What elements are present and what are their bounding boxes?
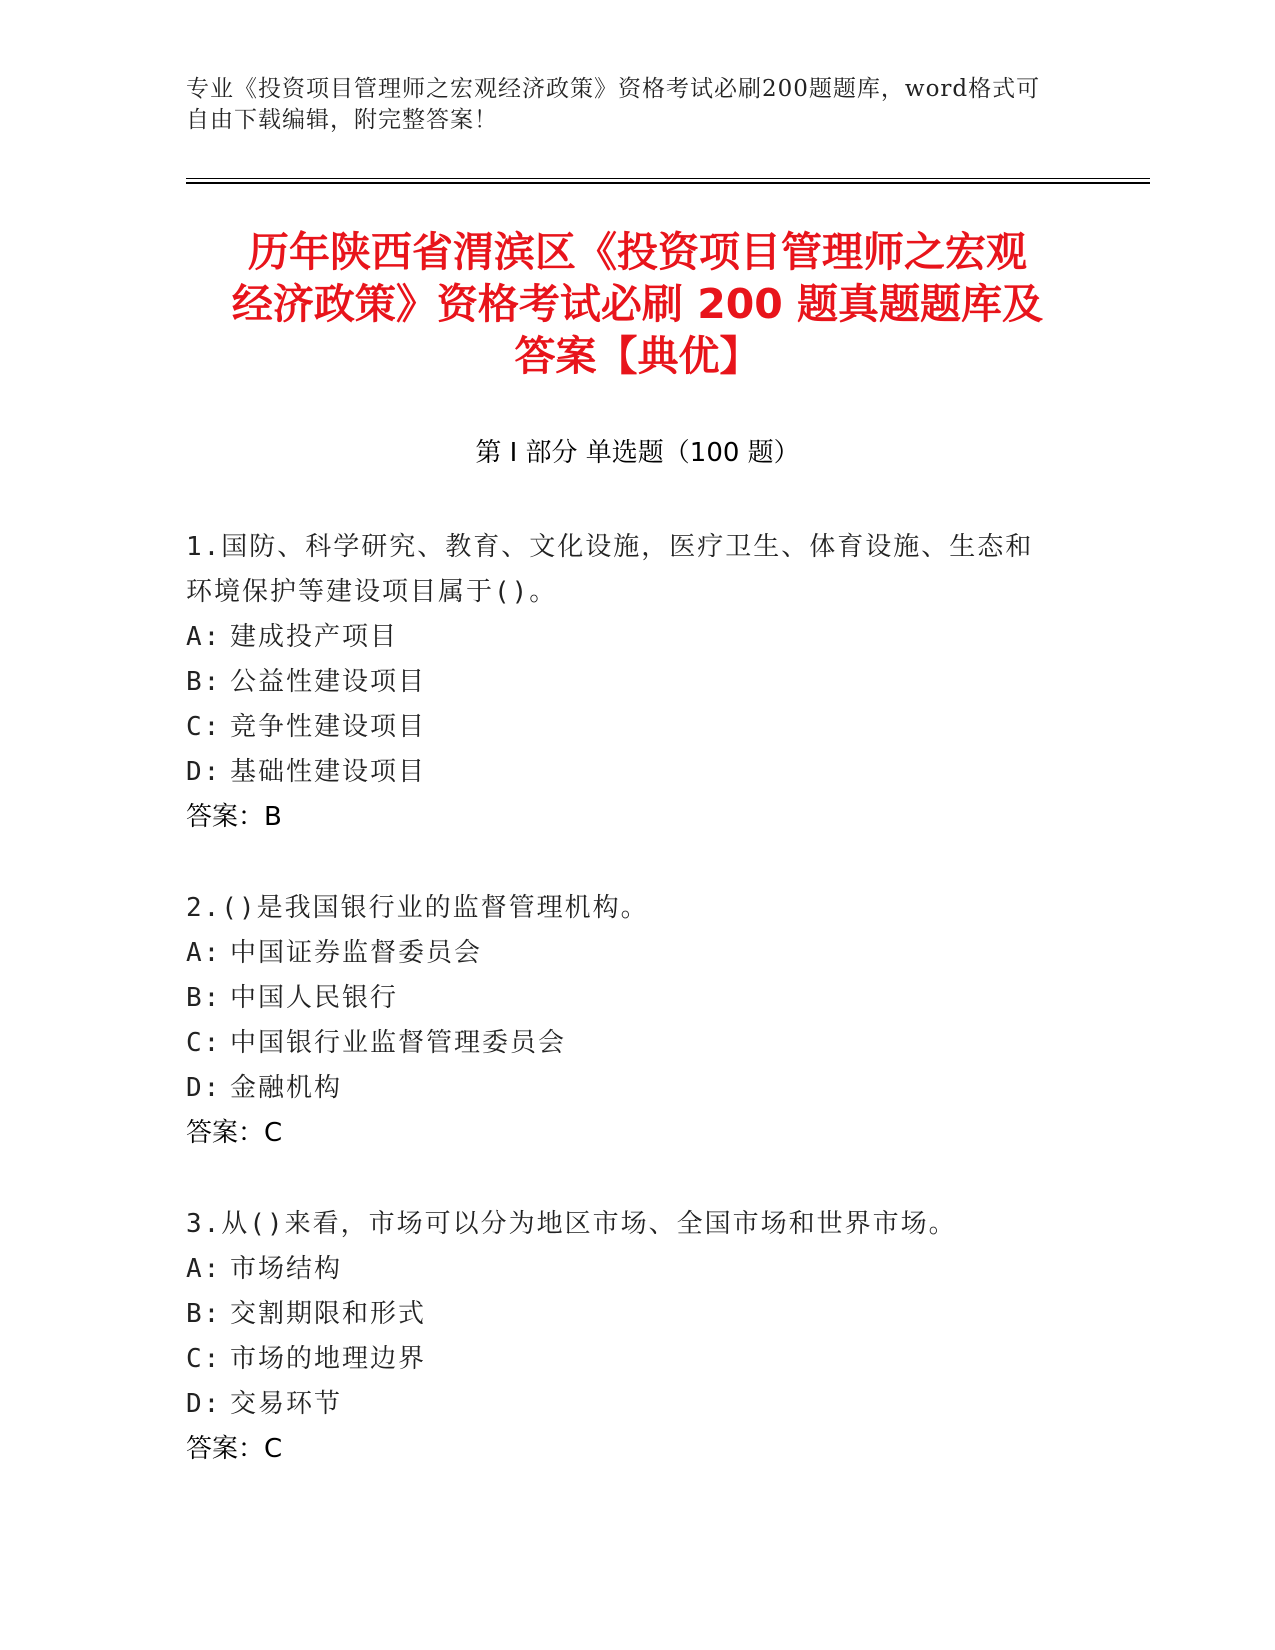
option-b <box>186 976 1076 1021</box>
option-d <box>186 1066 1076 1111</box>
option-letter: B: <box>186 1299 222 1329</box>
header-note-line: 专业《投资项目管理师之宏观经济政策》资格考试必刷200题题库，word格式可 <box>186 76 1041 102</box>
option-text: 交易环节 <box>230 1389 343 1419</box>
option-text: 基础性建设项目 <box>230 757 427 787</box>
option-letter: A: <box>186 938 222 968</box>
option-text: 建成投产项目 <box>230 622 399 652</box>
answer: 答案：C <box>186 1434 283 1464</box>
question-text: 环境保护等建设项目属于()。 <box>186 577 558 607</box>
option-d <box>186 750 1076 795</box>
option-a <box>186 615 1076 660</box>
option-text: 中国人民银行 <box>230 983 399 1013</box>
option-d <box>186 1382 1076 1427</box>
option-letter: D: <box>186 757 222 787</box>
question-text: 3.从()来看，市场可以分为地区市场、全国市场和世界市场。 <box>186 1209 957 1239</box>
option-b <box>186 1292 1076 1337</box>
option-letter: C: <box>186 712 222 742</box>
option-letter: D: <box>186 1073 222 1103</box>
option-text: 中国银行业监督管理委员会 <box>230 1028 567 1058</box>
option-c <box>186 1021 1076 1066</box>
question-list <box>186 525 1076 1518</box>
option-letter: C: <box>186 1344 222 1374</box>
question-3 <box>186 1202 1076 1472</box>
header-note <box>186 74 1066 136</box>
option-text: 交割期限和形式 <box>230 1299 427 1329</box>
option-letter: B: <box>186 983 222 1013</box>
header-divider-thick <box>186 182 1150 184</box>
answer: 答案：C <box>186 1118 283 1148</box>
option-text: 竞争性建设项目 <box>230 712 427 742</box>
header-divider-thin <box>186 178 1150 179</box>
document-title <box>186 226 1089 382</box>
question-1 <box>186 525 1076 840</box>
option-letter: A: <box>186 1254 222 1284</box>
question-2 <box>186 886 1076 1156</box>
title-line: 经济政策》资格考试必刷 200 题真题题库及 <box>231 280 1044 328</box>
option-text: 中国证券监督委员会 <box>230 938 483 968</box>
header-note-line: 自由下载编辑，附完整答案！ <box>186 107 498 133</box>
title-line: 答案【典优】 <box>514 332 761 380</box>
option-letter: D: <box>186 1389 222 1419</box>
option-text: 金融机构 <box>230 1073 343 1103</box>
title-line: 历年陕西省渭滨区《投资项目管理师之宏观 <box>248 228 1027 276</box>
question-text: 2.()是我国银行业的监督管理机构。 <box>186 893 649 923</box>
option-text: 公益性建设项目 <box>230 667 427 697</box>
option-c <box>186 1337 1076 1382</box>
section-heading: 第 I 部分 单选题（100 题） <box>475 438 800 468</box>
answer: 答案：B <box>186 802 282 832</box>
option-a <box>186 1247 1076 1292</box>
question-text: 1.国防、科学研究、教育、文化设施，医疗卫生、体育设施、生态和 <box>186 532 1034 562</box>
option-letter: B: <box>186 667 222 697</box>
option-c <box>186 705 1076 750</box>
option-text: 市场结构 <box>230 1254 343 1284</box>
option-letter: C: <box>186 1028 222 1058</box>
option-letter: A: <box>186 622 222 652</box>
option-a <box>186 931 1076 976</box>
option-b <box>186 660 1076 705</box>
option-text: 市场的地理边界 <box>230 1344 427 1374</box>
